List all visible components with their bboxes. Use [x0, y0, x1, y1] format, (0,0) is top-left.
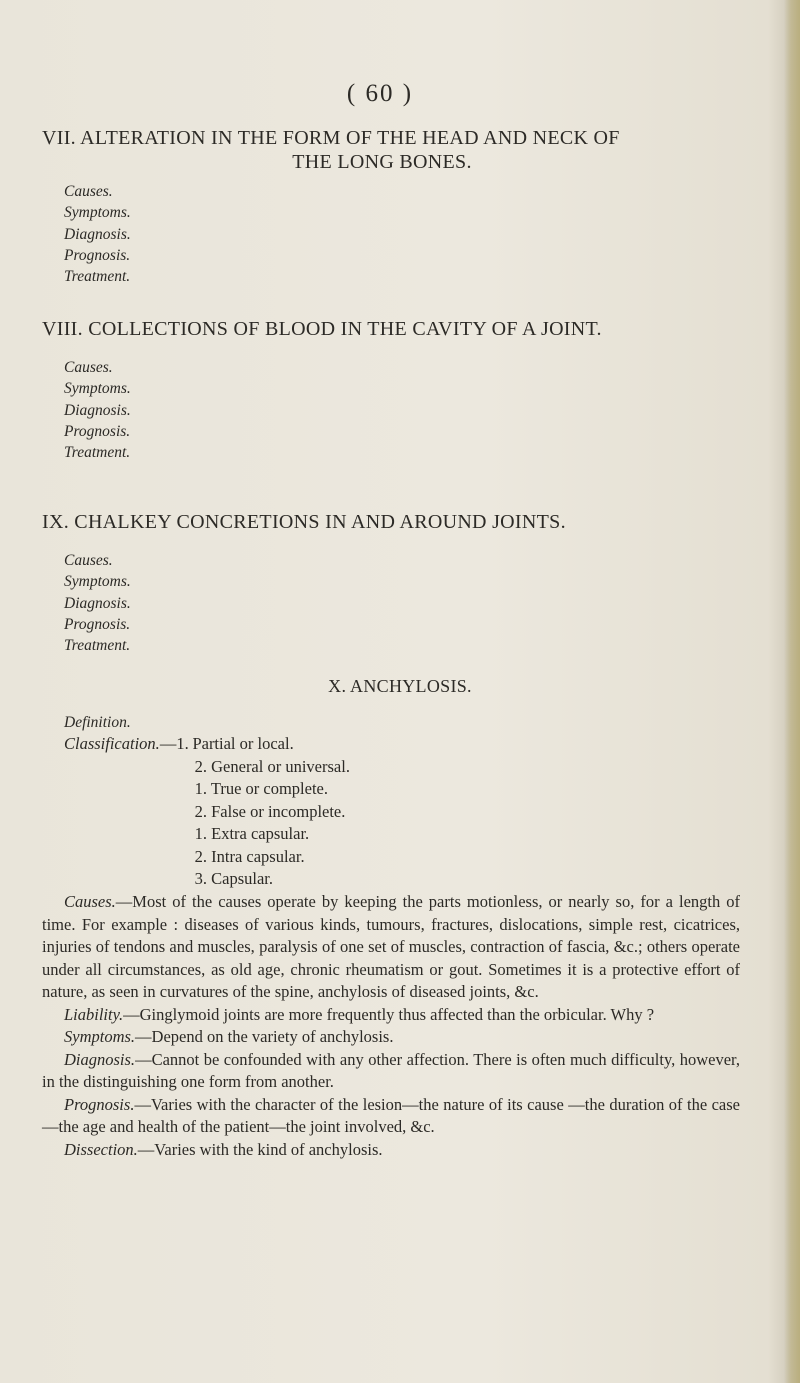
- subhead: Symptoms.: [64, 204, 131, 222]
- liability-paragraph: [42, 1004, 740, 1027]
- liability-text: —Ginglymoid joints are more frequently thus affected than the orbicular. Why ?: [123, 1004, 655, 1024]
- symptoms-text: —Depend on the variety of anchylosis.: [135, 1027, 394, 1046]
- causes-paragraph: [42, 891, 740, 1004]
- classification-row: [64, 733, 350, 756]
- subhead: Symptoms.: [64, 573, 131, 591]
- classification-row: [64, 778, 350, 801]
- item-number: 2.: [194, 801, 207, 821]
- subhead: Diagnosis.: [64, 401, 131, 419]
- classification-label: Classification.: [64, 734, 160, 753]
- classification-row: [64, 846, 350, 869]
- dissection-paragraph: [42, 1139, 740, 1162]
- anchylosis-body: [42, 891, 740, 1161]
- symptoms-paragraph: [42, 1026, 740, 1049]
- causes-text: —Most of the causes operate by keeping the parts motionless, or nearly so, for a length of time. For example : diseases of various kinds, tumours, fractures, dislocations, simple rest, cicatrices, injuries of tendons and muscles, paralysis of one set of muscles, contraction of fascia, &c.; others operate under all circumstances, as old age, chronic rheumatism or gout. Sometimes it is a protective effort of nature, as seen in curvatures of the spine, anchylosis of diseased joints, &c.: [42, 892, 740, 1001]
- causes-label: Causes.: [64, 892, 116, 911]
- subhead: Prognosis.: [64, 615, 131, 633]
- section-ix-subheads: [64, 550, 131, 656]
- prognosis-label: Prognosis.: [64, 1094, 135, 1114]
- item-text: Partial or local.: [192, 734, 294, 753]
- section-vii-title: [42, 126, 762, 174]
- page-number: ( 60 ): [346, 80, 414, 107]
- section-vii-subheads: [64, 181, 131, 287]
- prognosis-text: —Varies with the character of the lesion—the nature of its cause —the duration of the case—the age and health of the patient—the joint involved, &c.: [42, 1094, 740, 1136]
- item-text: Capsular.: [211, 869, 273, 888]
- classification-row: [64, 868, 350, 891]
- section-x-title: X. ANCHYLOSIS.: [328, 676, 472, 696]
- classification-row: [64, 823, 350, 846]
- item-number: 1.: [194, 779, 207, 798]
- symptoms-label: Symptoms.: [64, 1027, 136, 1046]
- item-text: General or universal.: [211, 756, 350, 776]
- item-text: Extra capsular.: [211, 824, 310, 843]
- item-text: True or complete.: [210, 779, 328, 798]
- subhead: Treatment.: [64, 268, 131, 286]
- liability-label: Liability.: [64, 1004, 124, 1024]
- diagnosis-paragraph: [42, 1049, 740, 1094]
- section-viii-title: VIII. COLLECTIONS OF BLOOD IN THE CAVITY OF A JOINT.: [42, 318, 602, 340]
- section-ix-title: IX. CHALKEY CONCRETIONS IN AND AROUND JOINTS.: [42, 511, 566, 533]
- subhead: Prognosis.: [64, 422, 131, 440]
- subhead: Causes.: [64, 183, 113, 200]
- item-number: 3.: [194, 869, 207, 888]
- subhead: Diagnosis.: [64, 594, 131, 612]
- classification-row: [64, 801, 350, 824]
- item-number: 2.: [194, 756, 207, 776]
- subhead: Causes.: [64, 552, 113, 569]
- prognosis-paragraph: [42, 1094, 740, 1139]
- diagnosis-text: —Cannot be confounded with any other affection. There is often much difficulty, however, in the distinguishing one form from another.: [42, 1049, 740, 1091]
- classification-list: [64, 733, 350, 891]
- subhead: Causes.: [64, 359, 113, 376]
- dissection-label: Dissection.: [64, 1139, 138, 1159]
- subhead: Prognosis.: [64, 246, 131, 264]
- section-vii-title-line2: THE LONG BONES.: [292, 151, 472, 173]
- subhead: Treatment.: [64, 637, 131, 655]
- classification-dash: —: [159, 734, 177, 753]
- dissection-text: —Varies with the kind of anchylosis.: [137, 1139, 383, 1159]
- item-number: 1.: [194, 824, 207, 843]
- definition-label: Definition.: [64, 714, 131, 731]
- item-number: 2.: [194, 846, 207, 866]
- item-number: 1.: [176, 734, 189, 753]
- section-viii-subheads: [64, 357, 131, 463]
- subhead: Treatment.: [64, 444, 131, 462]
- item-text: False or incomplete.: [211, 801, 346, 821]
- subhead: Diagnosis.: [64, 225, 131, 243]
- subhead: Symptoms.: [64, 380, 131, 398]
- item-text: Intra capsular.: [211, 846, 305, 866]
- section-vii-title-line1: VII. ALTERATION IN THE FORM OF THE HEAD AND NECK OF: [42, 127, 620, 149]
- diagnosis-label: Diagnosis.: [64, 1049, 136, 1069]
- classification-row: [64, 756, 350, 779]
